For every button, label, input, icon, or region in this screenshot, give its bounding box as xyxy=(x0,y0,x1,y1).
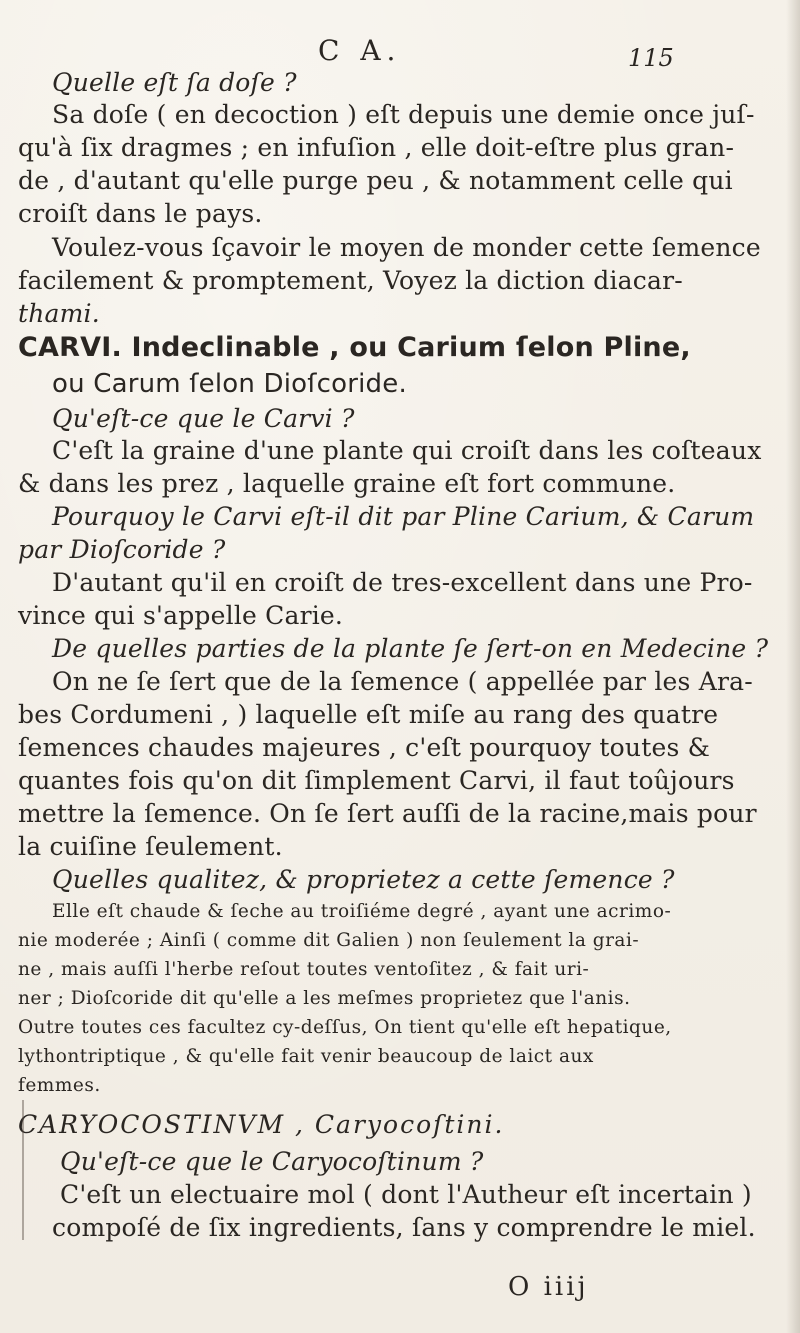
text-line: On ne ſe ſert que de la ſemence ( appellée par les Ara- xyxy=(52,667,753,696)
text-line: de , d'autant qu'elle purge peu , & notamment celle qui xyxy=(18,166,733,195)
question-heading: par Dioſcoride ? xyxy=(18,535,226,564)
text-line: Voulez-vous ſçavoir le moyen de monder cette ſemence xyxy=(52,233,761,262)
text-line: C'eſt un electuaire mol ( dont l'Autheur eſt incertain ) xyxy=(60,1180,752,1209)
small-text-line: ne , mais auſſi l'herbe reſout toutes ventoſitez , & fait uri- xyxy=(18,959,590,980)
entry-heading: ou Carum ſelon Dioſcoride. xyxy=(52,369,407,399)
question-heading: Quelle eſt ſa doſe ? xyxy=(52,68,297,97)
text-line: bes Cordumeni , ) laquelle eſt miſe au rang des quatre xyxy=(18,700,719,729)
text-line: thami. xyxy=(18,299,100,328)
question-heading: De quelles parties de la plante ſe ſert-on en Medecine ? xyxy=(52,634,769,663)
text-line: C'eſt la graine d'une plante qui croiſt dans les coſteaux xyxy=(52,436,762,465)
question-heading: Qu'eſt-ce que le Carvi ? xyxy=(52,404,355,433)
margin-rule xyxy=(22,1100,24,1240)
small-text-line: Outre toutes ces facultez cy-deſſus, On tient qu'elle eſt hepatique, xyxy=(18,1017,672,1038)
text-line: D'autant qu'il en croiſt de tres-excellent dans une Pro- xyxy=(52,568,753,597)
text-line: quantes fois qu'on dit ſimplement Carvi, il faut toûjours xyxy=(18,766,735,795)
small-text-line: nie moderée ; Ainſi ( comme dit Galien ) non ſeulement la grai- xyxy=(18,930,640,951)
text-line: vince qui s'appelle Carie. xyxy=(18,601,344,630)
page-number: 115 xyxy=(628,44,674,72)
small-text-line: ner ; Dioſcoride dit qu'elle a les meſmes proprietez que l'anis. xyxy=(18,988,631,1009)
text-line: & dans les prez , laquelle graine eſt fort commune. xyxy=(18,469,676,498)
entry-heading: CARYOCOSTINVM , Caryocoſtini. xyxy=(18,1110,505,1139)
entry-heading: CARVI. Indeclinable , ou Carium ſelon Pline, xyxy=(18,332,691,363)
text-line: facilement & promptement, Voyez la diction diacar- xyxy=(18,266,683,295)
running-head: C A. xyxy=(318,34,402,67)
small-text-line: femmes. xyxy=(18,1075,101,1096)
text-line: mettre la ſemence. On ſe ſert auſſi de la racine,mais pour xyxy=(18,799,757,828)
text-line: ſemences chaudes majeures , c'eſt pourquoy toutes & xyxy=(18,733,711,762)
question-heading: Pourquoy le Carvi eſt-il dit par Pline Carium, & Carum xyxy=(52,502,755,531)
text-line: compoſé de ſix ingredients, ſans y comprendre le miel. xyxy=(52,1213,756,1242)
page-edge-shadow xyxy=(786,0,800,1333)
small-text-line: Elle eſt chaude & ſeche au troiſiéme degré , ayant une acrimo- xyxy=(52,901,672,922)
small-text-line: lythontriptique , & qu'elle fait venir beaucoup de laict aux xyxy=(18,1046,594,1067)
text-line: qu'à ſix dragmes ; en infuſion , elle doit-eſtre plus gran- xyxy=(18,133,735,162)
question-heading: Qu'eſt-ce que le Caryocoſtinum ? xyxy=(60,1147,484,1176)
text-line: croiſt dans le pays. xyxy=(18,199,263,228)
signature-mark: O iiij xyxy=(508,1272,589,1302)
text-line: la cuiſine ſeulement. xyxy=(18,832,283,861)
question-heading: Quelles qualitez, & proprietez a cette ſemence ? xyxy=(52,865,675,894)
text-line: Sa doſe ( en decoction ) eſt depuis une demie once juſ- xyxy=(52,100,755,129)
